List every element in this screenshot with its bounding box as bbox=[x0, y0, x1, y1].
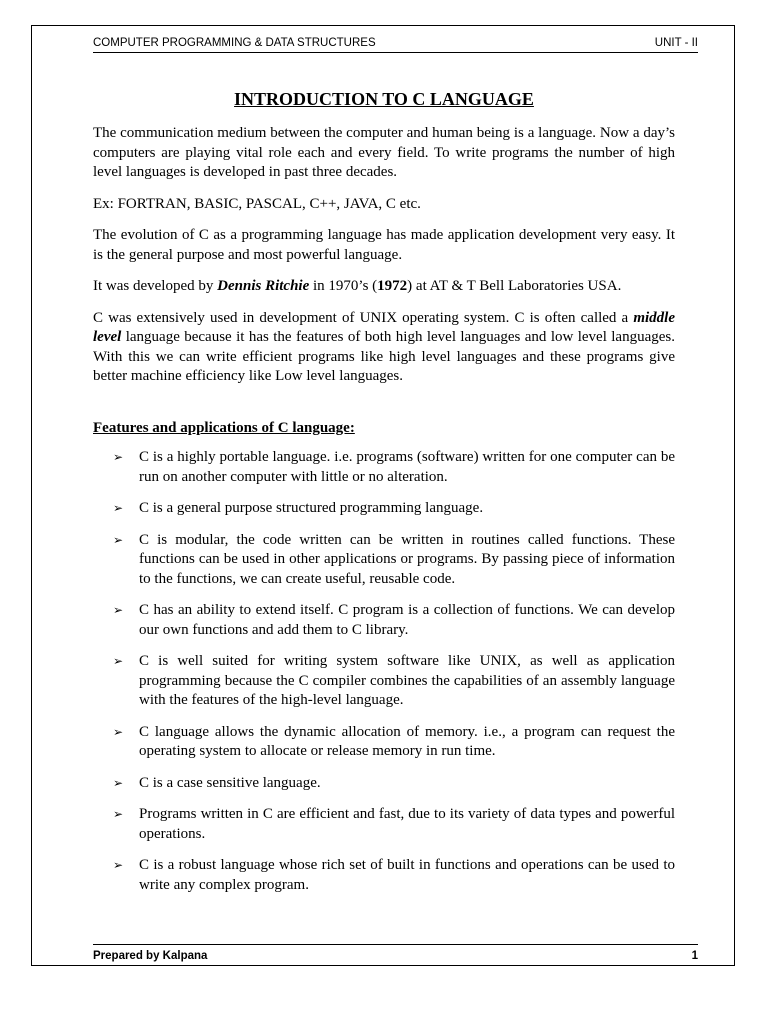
feature-text: C is a case sensitive language. bbox=[139, 774, 321, 791]
list-item bbox=[93, 601, 675, 640]
feature-text: C has an ability to extend itself. C program is a collection of functions. We can develop our own functions and add them to C library. bbox=[139, 602, 675, 638]
document-body bbox=[93, 124, 675, 907]
list-item bbox=[93, 499, 675, 519]
feature-text: C is a robust language whose rich set of built in functions and operations can be used to write any complex program. bbox=[139, 857, 675, 893]
page-number: 1 bbox=[691, 950, 698, 962]
page-title: INTRODUCTION TO C LANGUAGE bbox=[234, 89, 534, 109]
feature-text: C is a highly portable language. i.e. programs (software) written for one computer can be run on another computer with little or no alteration. bbox=[139, 449, 675, 485]
page-header bbox=[93, 36, 698, 50]
arrow-bullet-icon: ➢ bbox=[113, 654, 124, 668]
list-item bbox=[93, 652, 675, 711]
author-name: Dennis Ritchie bbox=[217, 278, 310, 294]
list-item bbox=[93, 448, 675, 487]
year: 1972 bbox=[377, 278, 408, 294]
intro-p5-suffix: language because it has the features of both high level languages and low level languages. With this we can write efficient programs like high level languages and these programs give better machine efficiency like Low level languages. bbox=[93, 329, 675, 384]
arrow-bullet-icon: ➢ bbox=[113, 858, 124, 872]
feature-text: C is modular, the code written can be written in routines called functions. These functions can be used in other applications or programs. By passing piece of information to the functions, we can create useful, reusable code. bbox=[139, 531, 675, 587]
course-title: COMPUTER PROGRAMMING & DATA STRUCTURES bbox=[93, 37, 376, 49]
feature-text: Programs written in C are efficient and fast, due to its variety of data types and powerful operations. bbox=[139, 806, 675, 842]
features-list bbox=[93, 448, 675, 895]
arrow-bullet-icon: ➢ bbox=[113, 775, 124, 790]
unit-label: UNIT - II bbox=[654, 37, 698, 49]
intro-paragraph-5 bbox=[93, 309, 675, 387]
arrow-bullet-icon: ➢ bbox=[113, 450, 124, 464]
arrow-bullet-icon: ➢ bbox=[113, 724, 124, 739]
intro-p4-prefix: It was developed by bbox=[93, 278, 218, 294]
list-item bbox=[93, 723, 675, 762]
intro-paragraph-1: The communication medium between the computer and human being is a language. Now a day’s computers are playing vital role each and every field. To write programs the number of high level languages is developed in past three decades. bbox=[93, 125, 675, 180]
author-credit: Prepared by Kalpana bbox=[93, 950, 208, 962]
list-item bbox=[93, 774, 675, 794]
feature-text: C language allows the dynamic allocation of memory. i.e., a program can request the operating system to allocate or release memory in run time. bbox=[139, 723, 675, 759]
list-item bbox=[93, 856, 675, 895]
footer-divider bbox=[93, 944, 698, 945]
arrow-bullet-icon: ➢ bbox=[113, 603, 124, 617]
intro-p5-prefix: C was extensively used in development of UNIX operating system. C is often called a bbox=[93, 309, 634, 326]
arrow-bullet-icon: ➢ bbox=[113, 807, 124, 821]
intro-p4-middle: in 1970’s ( bbox=[309, 278, 378, 294]
header-divider bbox=[93, 52, 698, 53]
arrow-bullet-icon: ➢ bbox=[113, 501, 124, 515]
middle-level-term: middle level bbox=[93, 309, 675, 345]
list-item bbox=[93, 805, 675, 844]
intro-paragraph-3: The evolution of C as a programming language has made application development very easy. It is the general purpose and most powerful language. bbox=[93, 227, 675, 263]
feature-text: C is well suited for writing system software like UNIX, as well as application programming because the C compiler combines the capabilities of an assembly language with the features of the high-level language. bbox=[139, 653, 675, 708]
arrow-bullet-icon: ➢ bbox=[113, 532, 124, 547]
features-heading: Features and applications of C language: bbox=[93, 419, 355, 436]
feature-text: C is a general purpose structured programming language. bbox=[139, 500, 484, 516]
intro-p4-suffix: ) at AT & T Bell Laboratories USA. bbox=[407, 278, 622, 294]
intro-paragraph-2: Ex: FORTRAN, BASIC, PASCAL, C++, JAVA, C etc. bbox=[93, 195, 421, 212]
intro-paragraph-4 bbox=[93, 277, 675, 297]
list-item bbox=[93, 531, 675, 590]
